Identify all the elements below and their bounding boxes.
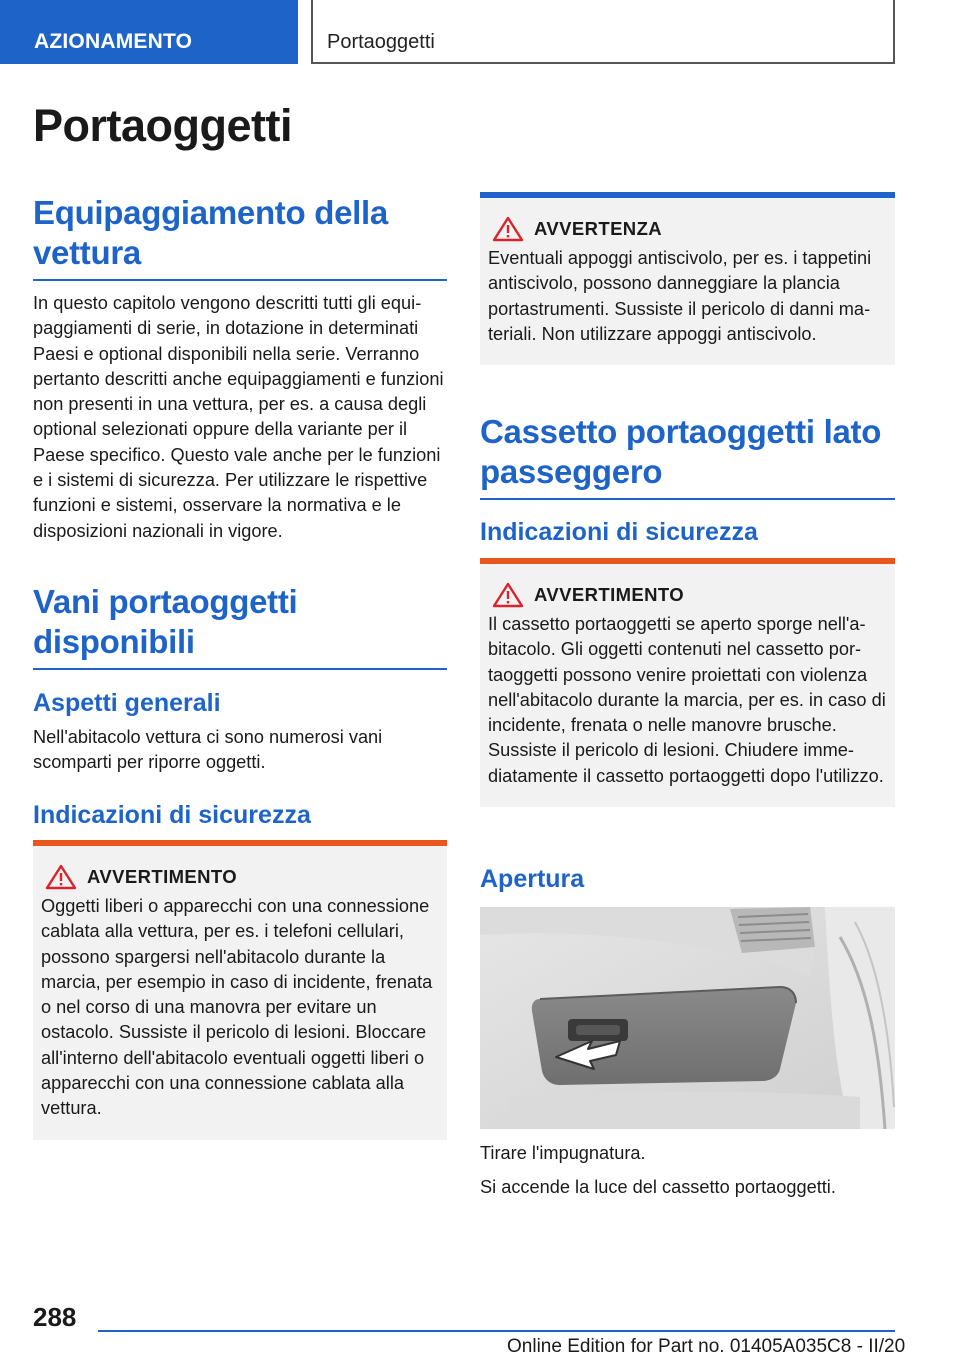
- step-pull-handle: Tirare l'impugnatura.: [480, 1143, 646, 1163]
- opening-heading: Apertura: [480, 865, 585, 893]
- safety-heading-right: Indicazioni di sicurezza: [480, 518, 758, 546]
- equipment-heading: Equipaggiamento della vettura: [33, 193, 447, 281]
- warning-title: AVVERTIMENTO: [87, 866, 238, 887]
- footer-edition: Online Edition for Part no. 01405A035C8 - II/20: [507, 1336, 906, 1357]
- step-light-on: Si accende la luce del cassetto portaoggetti.: [480, 1177, 836, 1197]
- general-text: Nell'abitacolo vettura ci sono numerosi vani scomparti per riporre oggetti.: [33, 727, 383, 773]
- chapter-tab: Portaoggetti: [311, 0, 895, 64]
- general-heading: Aspetti generali: [33, 689, 221, 717]
- storage-heading: Vani portaoggetti disponibili: [33, 582, 447, 670]
- glovebox-heading: Cassetto portaoggetti lato passeggero: [480, 412, 895, 500]
- warning-box-left: [33, 840, 447, 1140]
- warning-text: Il cassetto portaoggetti se aperto sporge nell'abitacolo. Gli oggetti contenuti nel cassetto portaoggetti possono venire proiettati con violenza nell'abitacolo durante la marcia, per es. in caso di incidente, frenata o nelle manovre brusche. Sussiste il pericolo di lesioni. Chiudere immediatamente il cassetto portaoggetti dopo l'utilizzo.: [488, 614, 886, 786]
- warning-text: Oggetti liberi o apparecchi con una connessione cablata alla vettura, per es. i telefoni cellulari, possono spargersi nell'abitacolo durante la marcia, per esempio in caso di incidente, frenata o nel corso di una manovra per evitare un ostacolo. Sussiste il pericolo di lesioni. Bloccare all'interno dell'abitacolo eventuali oggetti liberi o apparecchi con una connessione cablata alla vettura.: [41, 896, 433, 1119]
- safety-heading-left: Indicazioni di sicurezza: [33, 801, 311, 829]
- warning-box-right: [480, 558, 895, 807]
- warning-triangle-icon: [490, 216, 526, 242]
- notice-text: Eventuali appoggi antiscivolo, per es. i tappetini antiscivolo, possono danneggiare la plancia portastrumenti. Sussiste il pericolo di danni materiali. Non utilizzare appoggi antiscivolo.: [488, 248, 872, 344]
- warning-triangle-icon: [490, 582, 526, 608]
- glovebox-photo: [480, 907, 895, 1129]
- page-title: Portaoggetti: [33, 100, 292, 151]
- footer-divider: [98, 1330, 895, 1332]
- notice-title: AVVERTENZA: [534, 218, 663, 239]
- page-number: 288: [33, 1302, 77, 1332]
- warning-title: AVVERTIMENTO: [534, 584, 685, 605]
- warning-triangle-icon: [43, 864, 79, 890]
- section-tab: AZIONAMENTO: [0, 0, 298, 64]
- equipment-text: In questo capitolo vengono descritti tutti gli equipaggiamenti di serie, in dotazione in determinati Paesi e optional disponibili nella serie. Verranno pertanto descritti anche equipaggiamenti e funzioni non presenti in una vettura, per es. a causa degli optional selezionati oppure della variante per il Paese specifico. Questo vale anche per le funzioni e i sistemi di sicurezza. Per utilizzare le rispettive funzioni e sistemi, osservare la normativa e le disposizioni nazionali in vigore.: [33, 293, 444, 541]
- glovebox-illustration: [480, 907, 895, 1129]
- notice-box: [480, 192, 895, 365]
